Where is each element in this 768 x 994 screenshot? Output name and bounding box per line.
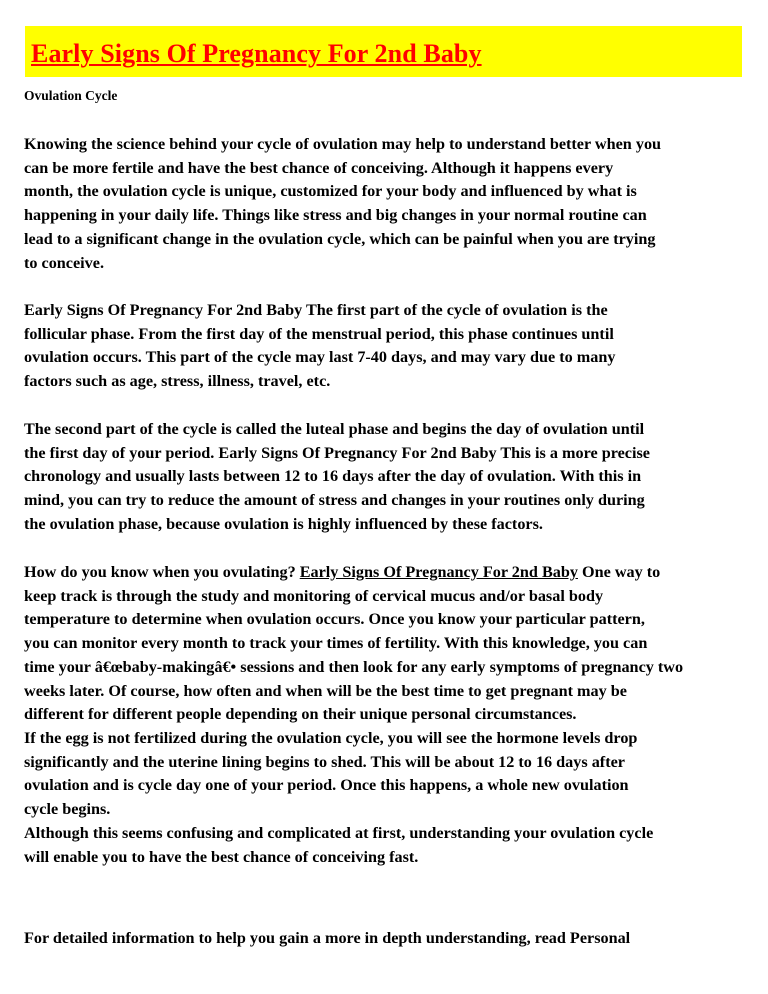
text-line: month, the ovulation cycle is unique, customized for your body and influenced by what is bbox=[24, 182, 637, 201]
text-line: mind, you can try to reduce the amount of stress and changes in your routines only during bbox=[24, 491, 645, 510]
text-line: the ovulation phase, because ovulation is highly influenced by these factors. bbox=[24, 514, 543, 533]
text-line: follicular phase. From the first day of the menstrual period, this phase continues until bbox=[24, 324, 614, 343]
text-line: lead to a significant change in the ovulation cycle, which can be painful when you are trying bbox=[24, 229, 656, 248]
text-line: you can monitor every month to track your times of fertility. With this knowledge, you can bbox=[24, 634, 648, 653]
text-line: Knowing the science behind your cycle of ovulation may help to understand better when you bbox=[24, 135, 662, 153]
paragraph-1 bbox=[24, 133, 768, 275]
text-line: the first day of your period. Early Signs Of Pregnancy For 2nd Baby This is a more precise bbox=[24, 443, 650, 462]
paragraph-3 bbox=[24, 418, 768, 537]
text-line: time your â€œbaby-makingâ€• sessions and then look for any early symptoms of pregnancy two bbox=[24, 657, 684, 676]
text-line: The second part of the cycle is called the luteal phase and begins the day of ovulation until bbox=[24, 420, 645, 438]
text-line: significantly and the uterine lining begins to shed. This will be about 12 to 16 days after bbox=[24, 752, 625, 771]
text-line: happening in your daily life. Things like stress and big changes in your normal routine can bbox=[24, 206, 647, 225]
text-segment: One way to bbox=[577, 563, 661, 581]
text-line: chronology and usually lasts between 12 to 16 days after the day of ovulation. With this in bbox=[24, 467, 642, 486]
paragraph-4 bbox=[24, 561, 768, 727]
text-line: If the egg is not fertilized during the ovulation cycle, you will see the hormone levels drop bbox=[24, 729, 638, 747]
text-line: cycle begins. bbox=[24, 800, 111, 819]
text-line: temperature to determine when ovulation occurs. Once you know your particular pattern, bbox=[24, 610, 645, 629]
section-subtitle: Ovulation Cycle bbox=[24, 88, 118, 103]
text-line: different for different people depending on their unique personal circumstances. bbox=[24, 705, 577, 724]
text-line: Early Signs Of Pregnancy For 2nd Baby The first part of the cycle of ovulation is the bbox=[24, 301, 608, 319]
text-line: factors such as age, stress, illness, travel, etc. bbox=[24, 372, 331, 391]
text-line: weeks later. Of course, how often and when will be the best time to get pregnant may be bbox=[24, 681, 627, 700]
text-line: will enable you to have the best chance of conceiving fast. bbox=[24, 847, 419, 866]
text-line: ovulation occurs. This part of the cycle may last 7-40 days, and may vary due to many bbox=[24, 348, 616, 367]
paragraph-6 bbox=[24, 927, 768, 951]
text-line: keep track is through the study and monitoring of cervical mucus and/or basal body bbox=[24, 586, 604, 605]
paragraph-2 bbox=[24, 299, 768, 394]
paragraph-5 bbox=[24, 727, 768, 869]
text-line: ovulation and is cycle day one of your period. Once this happens, a whole new ovulation bbox=[24, 776, 629, 795]
text-line: Although this seems confusing and complicated at first, understanding your ovulation cycle bbox=[24, 823, 654, 842]
text-line: can be more fertile and have the best chance of conceiving. Although it happens every bbox=[24, 158, 614, 177]
text-line: For detailed information to help you gain a more in depth understanding, read Personal bbox=[24, 929, 631, 947]
keyword-link[interactable]: Early Signs Of Pregnancy For 2nd Baby bbox=[299, 563, 578, 581]
text-line bbox=[24, 561, 768, 585]
text-segment: How do you know when you ovulating? bbox=[24, 563, 300, 581]
page-title[interactable]: Early Signs Of Pregnancy For 2nd Baby bbox=[31, 39, 482, 68]
title-banner bbox=[25, 26, 742, 77]
text-line: to conceive. bbox=[24, 253, 105, 272]
